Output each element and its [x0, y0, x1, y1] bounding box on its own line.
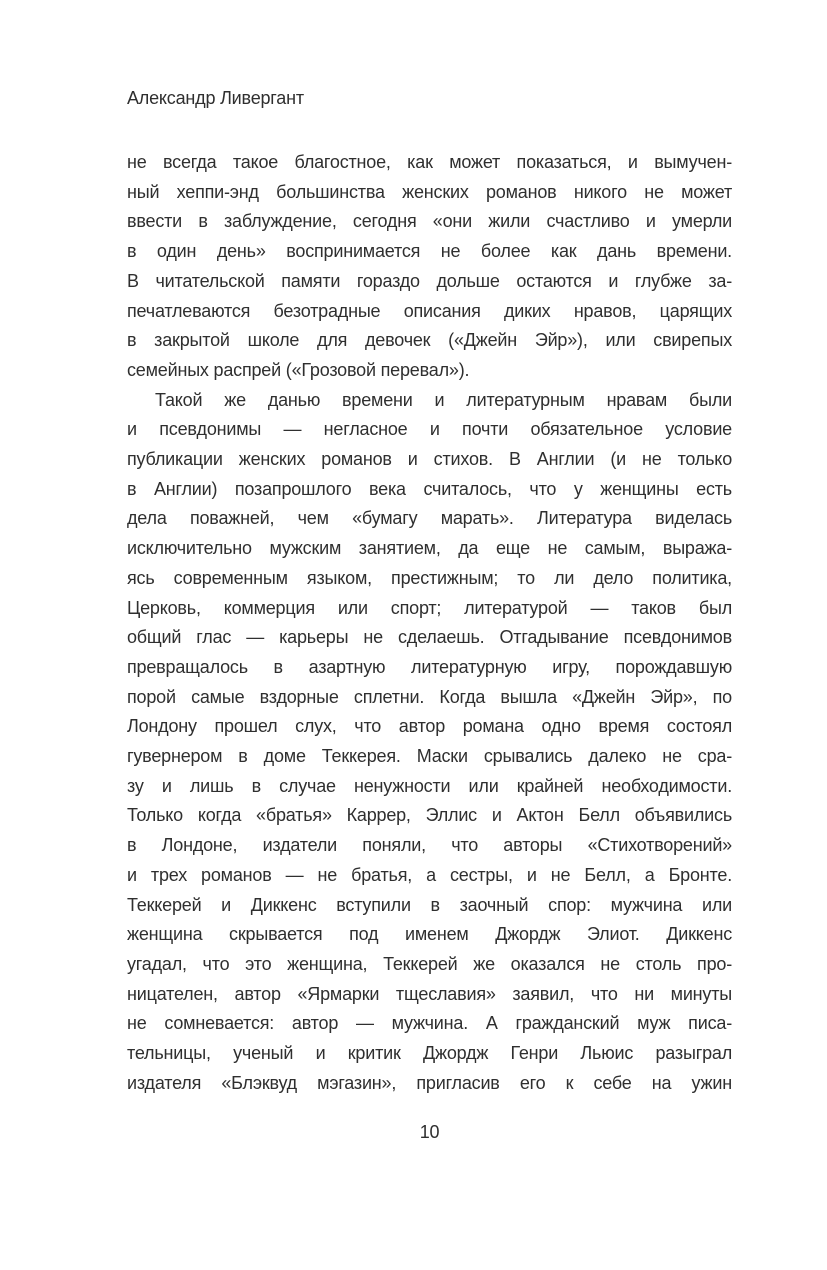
- text-line: не всегда такое благостное, как может показаться, и вымучен-: [127, 152, 732, 172]
- text-line: женщина скрывается под именем Джордж Элиот. Диккенс: [127, 924, 732, 945]
- text-line: общий глас — карьеры не сделаешь. Отгадывание псевдонимов: [127, 627, 732, 648]
- text-line: в закрытой школе для девочек («Джейн Эйр»), или свирепых: [127, 330, 732, 351]
- text-line: ввести в заблуждение, сегодня «они жили счастливо и умерли: [127, 211, 732, 232]
- running-header: Александр Ливергант: [127, 88, 304, 108]
- text-line: ясь современным языком, престижным; то ли дело политика,: [127, 567, 732, 588]
- text-line: порой самые вздорные сплетни. Когда вышла «Джейн Эйр», по: [127, 686, 732, 707]
- text-line: превращалось в азартную литературную игру, порождавшую: [127, 656, 732, 677]
- text-line: в Лондоне, издатели поняли, что авторы «Стихотворений»: [127, 835, 732, 856]
- text-line: угадал, что это женщина, Теккерей же оказался не столь про-: [127, 953, 732, 974]
- text-line: в Англии) позапрошлого века считалось, что у женщины есть: [127, 478, 732, 499]
- text-line: и псевдонимы — негласное и почти обязательное условие: [127, 419, 732, 440]
- text-line: гувернером в доме Теккерея. Маски срывались далеко не сра-: [127, 746, 732, 767]
- text-line: не сомневается: автор — мужчина. А гражданский муж писа-: [127, 1013, 732, 1034]
- text-line: в один день» воспринимается не более как дань времени.: [127, 241, 732, 262]
- text-line: и трех романов — не братья, а сестры, и не Белл, а Бронте.: [127, 864, 732, 885]
- text-line: Теккерей и Диккенс вступили в заочный спор: мужчина или: [127, 894, 732, 915]
- text-line-paragraph-end: семейных распрей («Грозовой перевал»).: [127, 359, 470, 380]
- text-line: дела поважней, чем «бумагу марать». Литература виделась: [127, 508, 732, 529]
- text-line: ницателен, автор «Ярмарки тщеславия» заявил, что ни минуты: [127, 983, 732, 1004]
- text-line: тельницы, ученый и критик Джордж Генри Льюис разыграл: [127, 1043, 732, 1064]
- page-number: 10: [419, 1122, 440, 1142]
- text-line: Церковь, коммерция или спорт; литературой — таков был: [127, 597, 732, 618]
- text-line: ный хеппи-энд большинства женских романов никого не может: [127, 181, 732, 202]
- page-text: [127, 148, 732, 1099]
- text-line: публикации женских романов и стихов. В Англии (и не только: [127, 449, 732, 470]
- text-line: Только когда «братья» Каррер, Эллис и Актон Белл объявились: [127, 805, 732, 826]
- text-line: печатлеваются безотрадные описания диких нравов, царящих: [127, 300, 732, 321]
- text-line: зу и лишь в случае ненужности или крайней необходимости.: [127, 775, 732, 796]
- text-line-paragraph-start: Такой же данью времени и литературным нравам были: [155, 389, 732, 410]
- text-line: Лондону прошел слух, что автор романа одно время состоял: [127, 716, 732, 737]
- text-line: издателя «Блэквуд мэгазин», пригласив его к себе на ужин: [127, 1072, 732, 1093]
- text-line: В читательской памяти гораздо дольше остаются и глубже за-: [127, 270, 732, 291]
- text-line: исключительно мужским занятием, да еще не самым, выража-: [127, 538, 732, 559]
